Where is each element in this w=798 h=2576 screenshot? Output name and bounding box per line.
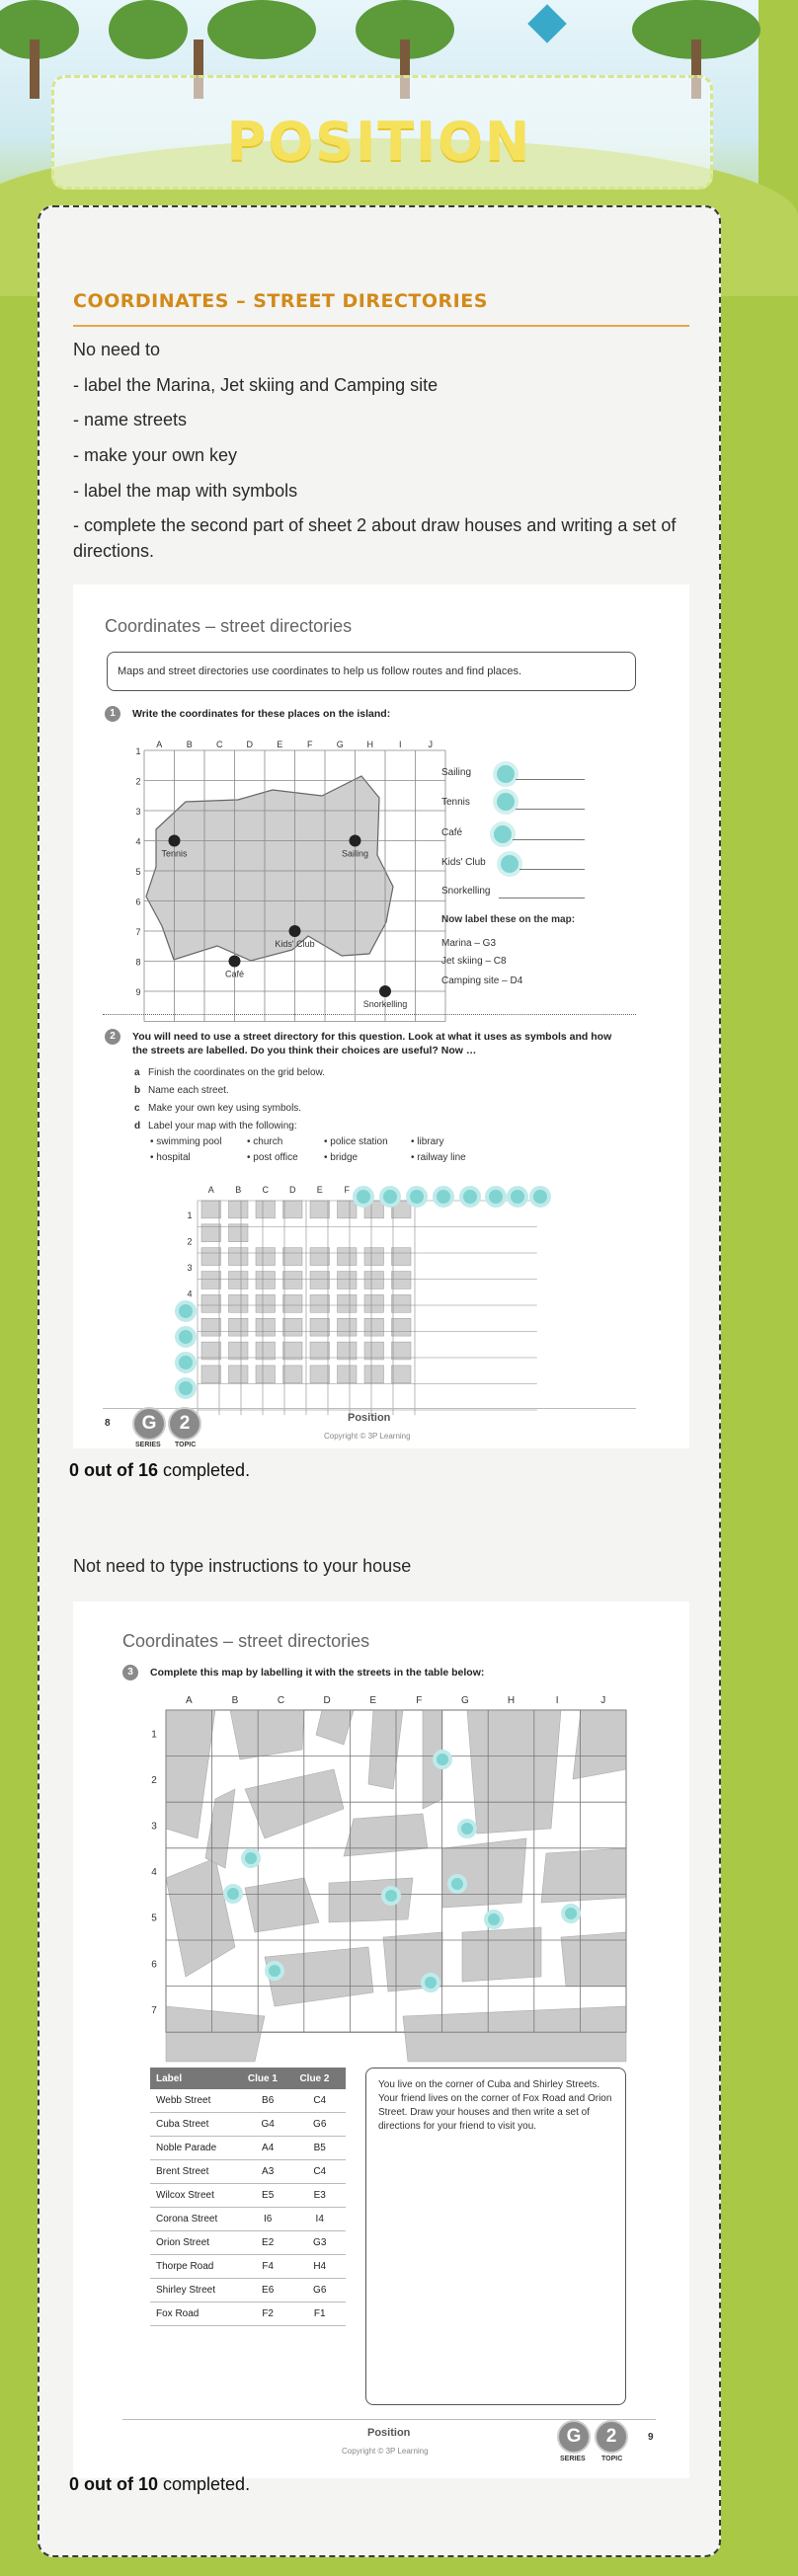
coordinate-marker (355, 1188, 372, 1206)
street-block (310, 1318, 330, 1336)
street-name-cell: Fox Road (150, 2303, 242, 2326)
question-number: 1 (105, 706, 120, 722)
street-block (392, 1272, 412, 1289)
page-number: 9 (648, 2432, 654, 2443)
street-block (256, 1248, 276, 1266)
street-block (256, 1366, 276, 1383)
answer-line[interactable] (513, 839, 585, 840)
street-block (338, 1342, 358, 1360)
answer-label: Café (441, 827, 463, 838)
street-block (201, 1342, 221, 1360)
street-block (392, 1366, 412, 1383)
coordinate-marker (177, 1302, 195, 1320)
coordinate-marker (435, 1188, 452, 1206)
street-block (310, 1248, 330, 1266)
grid-row-label: 8 (135, 957, 141, 968)
place-label: Tennis (161, 848, 188, 859)
street-block (256, 1272, 276, 1289)
clue-cell: F2 (242, 2303, 294, 2326)
instruction-line: Not need to type instructions to your house (73, 1556, 412, 1576)
answer-label: Kids' Club (441, 857, 486, 868)
grid-row-label: 1 (187, 1210, 193, 1220)
street-name-cell: Wilcox Street (150, 2184, 242, 2208)
street-block (283, 1294, 303, 1312)
grid-col-label: F (344, 1185, 350, 1195)
item-letter: d (134, 1121, 141, 1132)
grid-row-label: 4 (135, 836, 141, 847)
street-block (338, 1366, 358, 1383)
place-marker (169, 835, 181, 847)
grid-row-label: 7 (135, 927, 141, 937)
grid-col-label: B (186, 740, 193, 749)
column-header: Clue 1 (242, 2068, 294, 2089)
street-marker (435, 1752, 450, 1767)
street-marker (267, 1963, 282, 1979)
place-marker (289, 925, 301, 937)
instruction-line: - label the Marina, Jet skiing and Camping site (73, 375, 439, 395)
street-marker (423, 1975, 439, 1991)
clue-cell: G4 (242, 2113, 294, 2137)
grid-col-label: C (216, 740, 223, 749)
street-name-cell: Noble Parade (150, 2137, 242, 2160)
clue-cell: C4 (293, 2160, 346, 2184)
grid-col-label: G (336, 740, 344, 749)
street-block (201, 1366, 221, 1383)
label-instruction: Now label these on the map: (441, 914, 576, 925)
grid-col-label: D (323, 1695, 331, 1706)
table-row (150, 2279, 346, 2303)
grid-row-label: 2 (151, 1774, 157, 1786)
coordinate-marker (487, 1188, 505, 1206)
street-marker (449, 1876, 465, 1892)
directions-answer-box[interactable] (365, 2068, 626, 2405)
tree-icon (109, 0, 188, 59)
item-letter: b (134, 1085, 141, 1096)
sheet-title: Coordinates – street directories (105, 616, 353, 636)
instruction-line: No need to (73, 340, 161, 359)
answer-line[interactable] (516, 809, 585, 810)
column-header: Clue 2 (293, 2068, 346, 2089)
answer-line[interactable] (516, 779, 585, 780)
street-block (310, 1342, 330, 1360)
clue-cell: A3 (242, 2160, 294, 2184)
answer-line[interactable] (519, 869, 585, 870)
city-block (329, 1878, 413, 1922)
street-block (392, 1342, 412, 1360)
street-block (364, 1294, 384, 1312)
clue-cell: G6 (293, 2279, 346, 2303)
street-block (310, 1366, 330, 1383)
grid-col-label: A (185, 1695, 193, 1706)
street-directory-grid (180, 1181, 555, 1406)
progress-count: 0 out of 16 (69, 1460, 159, 1480)
street-marker (243, 1850, 259, 1866)
answer-label: Snorkelling (441, 886, 491, 897)
street-marker (563, 1906, 579, 1921)
street-block (256, 1318, 276, 1336)
grid-row-label: 2 (135, 776, 141, 787)
progress-suffix: completed. (158, 1460, 251, 1480)
grid-col-label: A (207, 1185, 214, 1195)
grid-col-label: D (246, 740, 253, 749)
table-row (150, 2160, 346, 2184)
place-label: Kids' Club (275, 939, 315, 949)
street-name-cell: Shirley Street (150, 2279, 242, 2303)
street-block (229, 1248, 249, 1266)
city-block (573, 1710, 626, 1779)
place-label: Snorkelling (362, 999, 408, 1009)
item-text: Finish the coordinates on the grid below. (148, 1067, 325, 1078)
grid-col-label: H (507, 1695, 516, 1706)
street-block (310, 1272, 330, 1289)
grid-col-label: B (231, 1695, 239, 1706)
street-marker (486, 1912, 502, 1927)
symbol-item: • police station (324, 1136, 388, 1147)
clue-cell: F1 (293, 2303, 346, 2326)
page-number: 8 (105, 1418, 111, 1429)
street-block (283, 1272, 303, 1289)
page-title: POSITION (226, 111, 532, 173)
task-text: You live on the corner of Cuba and Shirley Streets. Your friend lives on the corner of Fox Road and Orion Street. Draw your houses and then write a set of directions for your friend to visit you. (378, 2079, 612, 2132)
answer-marker[interactable] (501, 855, 519, 873)
section-heading: COORDINATES – STREET DIRECTORIES (73, 290, 488, 312)
answer-marker[interactable] (497, 765, 515, 783)
grid-col-label: B (235, 1185, 242, 1195)
grid-col-label: F (307, 740, 313, 749)
street-name-cell: Orion Street (150, 2231, 242, 2255)
table-row (150, 2137, 346, 2160)
symbol-item: • library (411, 1136, 444, 1147)
progress-status (69, 1460, 250, 1481)
grid-col-label: C (262, 1185, 269, 1195)
item-letter: c (134, 1103, 140, 1114)
table-row (150, 2231, 346, 2255)
topic-caption: TOPIC (601, 2456, 623, 2462)
clue-cell: E6 (242, 2279, 294, 2303)
grid-row-label: 6 (151, 1959, 157, 1971)
clue-cell: I6 (242, 2208, 294, 2231)
street-block (229, 1342, 249, 1360)
topic-badge: 2 (595, 2420, 628, 2454)
label-item: Marina – G3 (441, 938, 497, 949)
grid-row-label: 7 (151, 2004, 157, 2016)
street-name-cell: Cuba Street (150, 2113, 242, 2137)
item-text: Name each street. (148, 1085, 229, 1096)
street-block (338, 1201, 358, 1218)
grid-row-label: 2 (187, 1236, 193, 1247)
clue-cell: B6 (242, 2089, 294, 2113)
street-block (338, 1294, 358, 1312)
symbol-item: • post office (247, 1152, 298, 1163)
street-block (256, 1201, 276, 1218)
question-text: Complete this map by labelling it with the streets in the table below: (150, 1667, 485, 1678)
city-street-map (146, 1690, 630, 2042)
street-block (201, 1294, 221, 1312)
topic-caption: TOPIC (175, 1442, 197, 1448)
grid-col-label: E (369, 1695, 377, 1706)
grid-row-label: 9 (135, 987, 141, 997)
grid-col-label: E (316, 1185, 323, 1195)
clue-cell: A4 (242, 2137, 294, 2160)
place-marker (229, 956, 241, 968)
grid-row-label: 1 (151, 1729, 157, 1741)
table-row (150, 2255, 346, 2279)
coordinate-marker (177, 1354, 195, 1371)
answer-label: Sailing (441, 767, 472, 778)
progress-status (69, 2474, 250, 2495)
footer-title: Position (348, 1412, 391, 1424)
grid-col-label: H (366, 740, 373, 749)
table-header-row (150, 2068, 346, 2089)
street-block (229, 1272, 249, 1289)
answer-marker[interactable] (494, 825, 512, 843)
series-caption: SERIES (135, 1442, 161, 1448)
street-block (201, 1318, 221, 1336)
island-map-grid (134, 739, 433, 1009)
tree-trunk (30, 39, 40, 99)
footer-title: Position (367, 2427, 411, 2439)
street-block (283, 1342, 303, 1360)
question-text: Write the coordinates for these places on the island: (132, 708, 391, 720)
street-block (229, 1318, 249, 1336)
heading-rule (73, 325, 689, 327)
clue-cell: C4 (293, 2089, 346, 2113)
place-marker (350, 835, 361, 847)
grid-col-label: J (600, 1695, 606, 1706)
street-block (364, 1272, 384, 1289)
instruction-line: - name streets (73, 410, 188, 429)
symbol-item: • hospital (150, 1152, 191, 1163)
series-caption: SERIES (560, 2456, 586, 2462)
label-item: Camping site – D4 (441, 976, 523, 986)
clue-cell: E2 (242, 2231, 294, 2255)
grid-row-label: 4 (151, 1867, 157, 1879)
topic-badge: 2 (168, 1407, 201, 1441)
divider (103, 1014, 636, 1015)
street-block (364, 1318, 384, 1336)
grid-col-label: E (277, 740, 283, 749)
coordinate-marker (177, 1328, 195, 1346)
item-text: Make your own key using symbols. (148, 1103, 302, 1114)
grid-col-label: I (555, 1695, 559, 1706)
street-block (338, 1272, 358, 1289)
street-block (364, 1248, 384, 1266)
coordinate-marker (177, 1379, 195, 1397)
grid-col-label: I (398, 740, 402, 749)
clue-cell: G3 (293, 2231, 346, 2255)
city-block (462, 1927, 541, 1982)
symbol-item: • railway line (411, 1152, 466, 1163)
city-block (442, 1838, 526, 1908)
answer-marker[interactable] (497, 793, 515, 811)
clue-cell: E5 (242, 2184, 294, 2208)
item-text: Label your map with the following: (148, 1121, 297, 1132)
clue-table (150, 2068, 346, 2326)
street-block (364, 1342, 384, 1360)
grid-row-label: 6 (135, 897, 141, 907)
street-block (392, 1294, 412, 1312)
street-marker (225, 1886, 241, 1902)
grid-row-label: 5 (151, 1912, 157, 1924)
clue-cell: B5 (293, 2137, 346, 2160)
street-block (256, 1294, 276, 1312)
instruction-line: - make your own key (73, 445, 238, 465)
table-row (150, 2089, 346, 2113)
symbol-item: • swimming pool (150, 1136, 222, 1147)
progress-suffix: completed. (158, 2474, 251, 2494)
footer-copyright: Copyright © 3P Learning (342, 2447, 429, 2456)
question-text: You will need to use a street directory for this question. Look at what it uses as symbols and how the streets are labelled. Do you think their choices are useful? Now … (132, 1031, 612, 1056)
place-label: Sailing (341, 848, 369, 859)
street-block (392, 1318, 412, 1336)
street-block (283, 1366, 303, 1383)
street-marker (459, 1821, 475, 1836)
grid-row-label: 3 (187, 1263, 193, 1273)
street-name-cell: Brent Street (150, 2160, 242, 2184)
table-row (150, 2184, 346, 2208)
city-block (403, 2006, 626, 2062)
coordinate-marker (408, 1188, 426, 1206)
intro-box: Maps and street directories use coordinates to help us follow routes and find places. (107, 652, 636, 691)
grid-row-label: 3 (135, 807, 141, 817)
street-block (201, 1201, 221, 1218)
table-row (150, 2208, 346, 2231)
grid-col-label: J (428, 740, 433, 749)
clue-cell: F4 (242, 2255, 294, 2279)
grid-row-label: 3 (151, 1821, 157, 1833)
question-number: 3 (122, 1665, 138, 1680)
street-block (392, 1248, 412, 1266)
street-block (338, 1318, 358, 1336)
street-name-cell: Corona Street (150, 2208, 242, 2231)
street-name-cell: Thorpe Road (150, 2255, 242, 2279)
symbol-item: • bridge (324, 1152, 359, 1163)
footer-copyright: Copyright © 3P Learning (324, 1432, 411, 1441)
instruction-line: - complete the second part of sheet 2 about draw houses and writing a set of directions. (73, 515, 677, 561)
street-block (201, 1248, 221, 1266)
symbol-item: • church (247, 1136, 283, 1147)
tree-icon (207, 0, 316, 59)
street-marker (383, 1888, 399, 1904)
coordinate-marker (509, 1188, 526, 1206)
answer-label: Tennis (441, 797, 470, 808)
clue-cell: H4 (293, 2255, 346, 2279)
sheet-title: Coordinates – street directories (122, 1631, 370, 1651)
coordinate-marker (531, 1188, 549, 1206)
grid-col-label: F (416, 1695, 423, 1706)
street-block (364, 1366, 384, 1383)
series-badge: G (557, 2420, 591, 2454)
street-block (256, 1342, 276, 1360)
street-block (310, 1294, 330, 1312)
grid-row-label: 4 (187, 1288, 193, 1299)
question-number: 2 (105, 1029, 120, 1045)
clue-cell: I4 (293, 2208, 346, 2231)
table-row (150, 2303, 346, 2326)
street-block (283, 1248, 303, 1266)
street-name-cell: Webb Street (150, 2089, 242, 2113)
island-shape (146, 776, 393, 961)
place-label: Café (224, 969, 245, 979)
coordinate-marker (381, 1188, 399, 1206)
grid-col-label: C (277, 1695, 285, 1706)
street-block (283, 1318, 303, 1336)
street-block (338, 1248, 358, 1266)
instruction-line: - label the map with symbols (73, 481, 298, 501)
city-block (467, 1710, 561, 1834)
coordinate-marker (461, 1188, 479, 1206)
street-block (283, 1201, 303, 1218)
street-block (229, 1366, 249, 1383)
city-block (166, 2006, 265, 2062)
grid-col-label: G (461, 1695, 469, 1706)
grid-col-label: A (156, 740, 163, 749)
place-marker (379, 985, 391, 997)
clue-cell: E3 (293, 2184, 346, 2208)
clue-cell: G6 (293, 2113, 346, 2137)
progress-count: 0 out of 10 (69, 2474, 159, 2494)
grid-row-label: 5 (135, 867, 141, 877)
grid-col-label: D (289, 1185, 296, 1195)
grid-row-label: 1 (135, 746, 141, 756)
street-block (310, 1201, 330, 1218)
item-letter: a (134, 1067, 140, 1078)
label-item: Jet skiing – C8 (441, 956, 507, 967)
street-block (229, 1294, 249, 1312)
column-header: Label (150, 2068, 242, 2089)
street-block (229, 1201, 249, 1218)
table-row (150, 2113, 346, 2137)
street-block (201, 1272, 221, 1289)
series-badge: G (132, 1407, 166, 1441)
